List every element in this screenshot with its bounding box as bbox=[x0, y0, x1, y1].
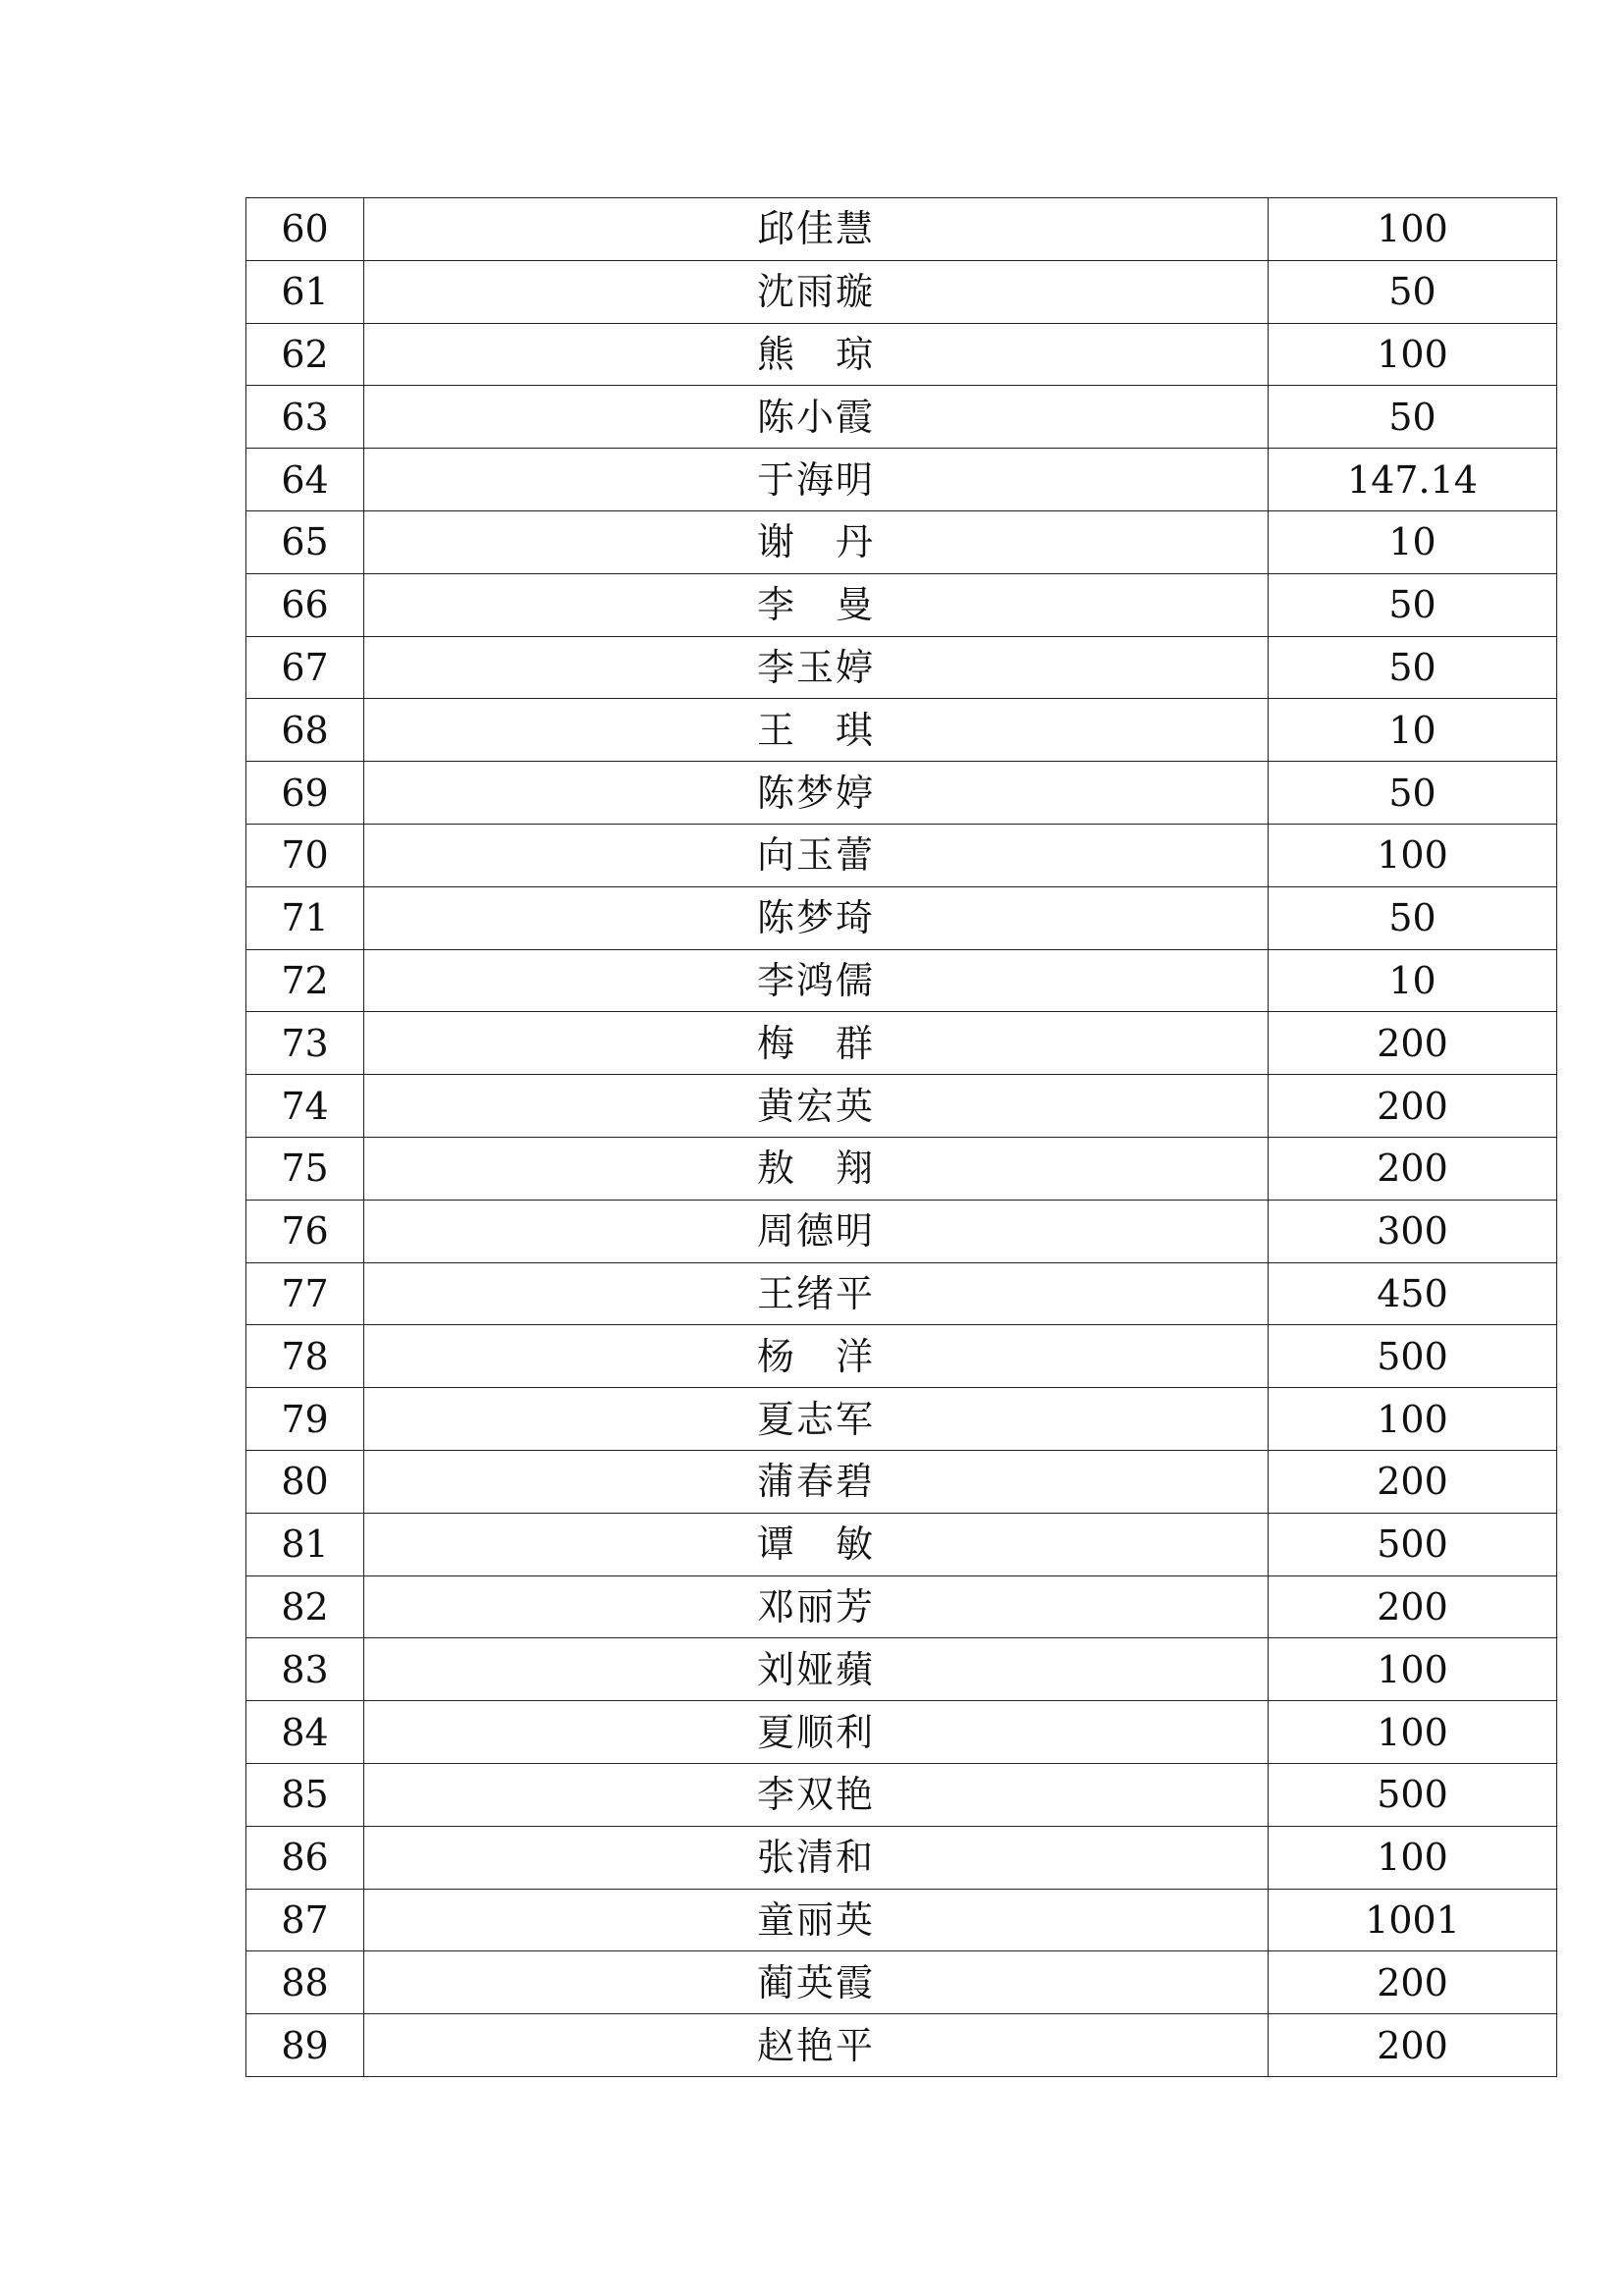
row-index: 89 bbox=[246, 2014, 364, 2077]
row-index: 71 bbox=[246, 886, 364, 949]
row-amount: 450 bbox=[1269, 1262, 1557, 1325]
row-amount: 50 bbox=[1269, 386, 1557, 449]
row-amount: 200 bbox=[1269, 1951, 1557, 2014]
table-row bbox=[246, 1701, 1557, 1764]
table-row bbox=[246, 1513, 1557, 1575]
row-index: 75 bbox=[246, 1137, 364, 1200]
row-index: 74 bbox=[246, 1075, 364, 1138]
row-index: 66 bbox=[246, 573, 364, 636]
row-amount: 200 bbox=[1269, 1450, 1557, 1513]
row-index: 73 bbox=[246, 1012, 364, 1075]
row-index: 82 bbox=[246, 1575, 364, 1638]
row-amount: 100 bbox=[1269, 1638, 1557, 1701]
row-index: 76 bbox=[246, 1200, 364, 1262]
row-name: 谭 敏 bbox=[364, 1513, 1269, 1575]
table-row bbox=[246, 260, 1557, 323]
table-row bbox=[246, 1012, 1557, 1075]
table-row bbox=[246, 1200, 1557, 1262]
row-index: 83 bbox=[246, 1638, 364, 1701]
table-row bbox=[246, 1075, 1557, 1138]
row-name: 蒲春碧 bbox=[364, 1450, 1269, 1513]
row-name: 李鸿儒 bbox=[364, 949, 1269, 1012]
row-amount: 10 bbox=[1269, 949, 1557, 1012]
table-row bbox=[246, 1325, 1557, 1388]
row-amount: 10 bbox=[1269, 510, 1557, 573]
row-amount: 147.14 bbox=[1269, 449, 1557, 511]
row-amount: 50 bbox=[1269, 260, 1557, 323]
row-index: 67 bbox=[246, 636, 364, 699]
row-index: 65 bbox=[246, 510, 364, 573]
row-index: 87 bbox=[246, 1889, 364, 1951]
row-name: 李 曼 bbox=[364, 573, 1269, 636]
row-name: 黄宏英 bbox=[364, 1075, 1269, 1138]
row-amount: 200 bbox=[1269, 1137, 1557, 1200]
row-name: 夏志军 bbox=[364, 1388, 1269, 1451]
table-row bbox=[246, 1763, 1557, 1826]
row-name: 于海明 bbox=[364, 449, 1269, 511]
row-amount: 200 bbox=[1269, 1075, 1557, 1138]
table-row bbox=[246, 449, 1557, 511]
table-row bbox=[246, 573, 1557, 636]
row-name: 张清和 bbox=[364, 1826, 1269, 1889]
row-name: 蔺英霞 bbox=[364, 1951, 1269, 2014]
row-name: 敖 翔 bbox=[364, 1137, 1269, 1200]
row-amount: 10 bbox=[1269, 699, 1557, 762]
table-row bbox=[246, 824, 1557, 886]
row-index: 80 bbox=[246, 1450, 364, 1513]
row-index: 70 bbox=[246, 824, 364, 886]
table-row bbox=[246, 699, 1557, 762]
row-index: 88 bbox=[246, 1951, 364, 2014]
row-name: 谢 丹 bbox=[364, 510, 1269, 573]
row-amount: 50 bbox=[1269, 762, 1557, 825]
table-row bbox=[246, 636, 1557, 699]
row-name: 沈雨璇 bbox=[364, 260, 1269, 323]
row-amount: 1001 bbox=[1269, 1889, 1557, 1951]
row-name: 赵艳平 bbox=[364, 2014, 1269, 2077]
row-name: 童丽英 bbox=[364, 1889, 1269, 1951]
table-row bbox=[246, 1638, 1557, 1701]
table-row bbox=[246, 1137, 1557, 1200]
row-name: 李玉婷 bbox=[364, 636, 1269, 699]
row-name: 向玉蕾 bbox=[364, 824, 1269, 886]
row-index: 61 bbox=[246, 260, 364, 323]
row-index: 77 bbox=[246, 1262, 364, 1325]
row-name: 陈梦琦 bbox=[364, 886, 1269, 949]
row-name: 杨 洋 bbox=[364, 1325, 1269, 1388]
table-row bbox=[246, 510, 1557, 573]
table-row bbox=[246, 198, 1557, 261]
row-index: 86 bbox=[246, 1826, 364, 1889]
row-index: 62 bbox=[246, 323, 364, 386]
table-row bbox=[246, 1388, 1557, 1451]
row-amount: 100 bbox=[1269, 198, 1557, 261]
row-name: 王绪平 bbox=[364, 1262, 1269, 1325]
row-amount: 50 bbox=[1269, 573, 1557, 636]
row-amount: 500 bbox=[1269, 1763, 1557, 1826]
row-name: 陈小霞 bbox=[364, 386, 1269, 449]
row-amount: 300 bbox=[1269, 1200, 1557, 1262]
row-name: 陈梦婷 bbox=[364, 762, 1269, 825]
row-index: 85 bbox=[246, 1763, 364, 1826]
row-index: 63 bbox=[246, 386, 364, 449]
table-row bbox=[246, 386, 1557, 449]
row-amount: 200 bbox=[1269, 1575, 1557, 1638]
row-amount: 200 bbox=[1269, 1012, 1557, 1075]
row-name: 刘娅蘋 bbox=[364, 1638, 1269, 1701]
donation-table bbox=[245, 197, 1557, 2077]
row-index: 72 bbox=[246, 949, 364, 1012]
row-index: 84 bbox=[246, 1701, 364, 1764]
table-row bbox=[246, 1575, 1557, 1638]
row-amount: 100 bbox=[1269, 1701, 1557, 1764]
row-name: 李双艳 bbox=[364, 1763, 1269, 1826]
table-row bbox=[246, 886, 1557, 949]
table-row bbox=[246, 1951, 1557, 2014]
row-amount: 100 bbox=[1269, 323, 1557, 386]
row-index: 68 bbox=[246, 699, 364, 762]
row-amount: 50 bbox=[1269, 886, 1557, 949]
row-name: 周德明 bbox=[364, 1200, 1269, 1262]
row-index: 81 bbox=[246, 1513, 364, 1575]
table-row bbox=[246, 1262, 1557, 1325]
row-index: 69 bbox=[246, 762, 364, 825]
row-name: 邱佳慧 bbox=[364, 198, 1269, 261]
table-row bbox=[246, 1889, 1557, 1951]
row-amount: 100 bbox=[1269, 1826, 1557, 1889]
row-name: 王 琪 bbox=[364, 699, 1269, 762]
row-name: 邓丽芳 bbox=[364, 1575, 1269, 1638]
row-amount: 200 bbox=[1269, 2014, 1557, 2077]
row-amount: 100 bbox=[1269, 1388, 1557, 1451]
row-index: 79 bbox=[246, 1388, 364, 1451]
table-row bbox=[246, 2014, 1557, 2077]
row-name: 熊 琼 bbox=[364, 323, 1269, 386]
row-amount: 500 bbox=[1269, 1325, 1557, 1388]
row-index: 60 bbox=[246, 198, 364, 261]
table-row bbox=[246, 949, 1557, 1012]
table-row bbox=[246, 1826, 1557, 1889]
row-name: 梅 群 bbox=[364, 1012, 1269, 1075]
row-index: 64 bbox=[246, 449, 364, 511]
row-index: 78 bbox=[246, 1325, 364, 1388]
row-amount: 50 bbox=[1269, 636, 1557, 699]
row-name: 夏顺利 bbox=[364, 1701, 1269, 1764]
table-row bbox=[246, 323, 1557, 386]
table-row bbox=[246, 1450, 1557, 1513]
row-amount: 500 bbox=[1269, 1513, 1557, 1575]
table-row bbox=[246, 762, 1557, 825]
row-amount: 100 bbox=[1269, 824, 1557, 886]
